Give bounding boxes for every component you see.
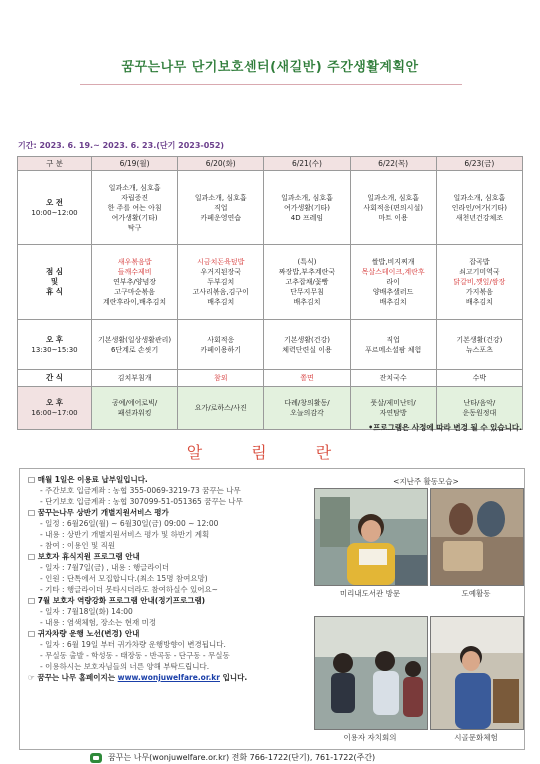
row-label-am <box>18 171 92 245</box>
notice-list <box>28 474 318 683</box>
homepage-prefix: ☞ 꿈꾸는 나무 홈페이지는 <box>28 673 116 682</box>
snack-cell-wed: 쫄면 <box>264 370 350 387</box>
cell-line: 들깨수제비 <box>117 268 152 276</box>
cell-line: 두부김치 <box>207 278 235 286</box>
cell-line: 카페이용하기 <box>200 345 242 354</box>
homepage-line <box>28 672 318 683</box>
cell-line: 자연탐방 <box>379 409 407 417</box>
footer-text: 꿈꾸는 나무(wonjuwelfare.or.kr) 전화 766-1722(단기), 761-1722(주간) <box>108 753 376 762</box>
notice-line: - 내용 : 염색체험, 장소는 현재 미정 <box>40 618 157 627</box>
pm2-cell-tue <box>178 387 264 430</box>
photo-rural-culture <box>430 616 524 730</box>
footer <box>90 752 375 763</box>
cell-line: 새우볶음밥 <box>117 258 152 266</box>
cell-line: 사회적응(편의시설) <box>363 203 423 212</box>
cell-line: 카페운영연습 <box>200 213 242 222</box>
cell-line: 연부추/양념장 <box>113 278 157 286</box>
cell-line: 새천년건강체조 <box>455 213 504 222</box>
cell-line: 풋살/제미난터/ <box>370 399 416 407</box>
notice-line: - 이용하시는 보호자님들의 너른 양해 부탁드립니다. <box>40 662 210 671</box>
cell-line: 일과소개, 심호흡 <box>281 193 333 202</box>
lunch-cell-mon <box>92 245 178 320</box>
lunch-cell-wed <box>264 245 350 320</box>
header-cell: 6/19(월) <box>92 157 178 171</box>
notice-line: - 무실동 출발 - 학성동 - 태장동 - 반곡동 - 단구동 - 무실동 <box>40 651 230 660</box>
cell-line: 오늘의감각 <box>290 409 324 417</box>
cell-line: 목살스테이크,계란후 <box>361 268 425 276</box>
cell-line: 일과소개, 심호흡 <box>367 193 420 202</box>
cell-line: 쇠고기미역국 <box>459 268 500 276</box>
notice-line: - 일정 : 6월26일(월) ~ 6월30일(금) 09:00 ~ 12:00 <box>40 519 219 528</box>
pm-cell-tue <box>178 320 264 370</box>
photo-meeting-image <box>315 617 427 729</box>
notice-head: □ 꿈꾸는나무 상반기 개별지원서비스 평가 <box>28 508 169 517</box>
pm-cell-wed <box>264 320 350 370</box>
title-divider <box>80 84 462 85</box>
notice-line: - 일자 : 7월18일(화) 14:00 <box>40 607 133 616</box>
photo-caption: 시골문화체험 <box>454 733 498 742</box>
cell-line: 기본생활(일상생활관리) <box>98 335 172 344</box>
gallery-title: <지난주 활동모습> <box>393 477 459 486</box>
label-time: 16:00~17:00 <box>31 409 78 417</box>
cell-line: 한 주를 여는 아침 <box>107 203 162 212</box>
cell-line: 직업 <box>386 335 400 344</box>
header-cell: 6/22(목) <box>350 157 436 171</box>
row-label-snack <box>18 370 92 387</box>
table-row-snack <box>18 370 523 387</box>
cell-line: 자립증진 <box>121 193 149 202</box>
cell-line: 뉴스포츠 <box>465 345 493 354</box>
cell-line: 배추김치 <box>293 298 321 306</box>
cell-line: 푸르메소셜팜 체험 <box>364 345 422 354</box>
lunch-cell-tue <box>178 245 264 320</box>
label-text: 간 식 <box>45 373 64 382</box>
header-cell: 구 분 <box>18 157 92 171</box>
photo-caption: 이용자 자치회의 <box>343 733 397 742</box>
cell-line: 계란후라이,배추김치 <box>103 298 167 306</box>
photo-pottery-image <box>431 489 523 585</box>
cell-line: 여가생활(기타) <box>283 203 330 212</box>
table-row-pm <box>18 320 523 370</box>
label-text: 오 전 <box>45 197 64 207</box>
am-cell-fri <box>436 171 522 245</box>
cell-line: 4D 프레임 <box>290 213 324 222</box>
photo-caption: 미리내도서관 방문 <box>339 589 401 598</box>
notice-head: □ 귀자차량 운행 노선(변경) 안내 <box>28 629 140 638</box>
cell-line: 일과소개, 심호흡 <box>453 193 506 202</box>
label-time: 10:00~12:00 <box>31 208 78 217</box>
cell-line: 양배추샐러드 <box>372 288 414 296</box>
logo-icon <box>90 753 102 763</box>
cell-line: 가지볶음 <box>465 288 493 296</box>
pm-cell-thu <box>350 320 436 370</box>
pm2-cell-wed <box>264 387 350 430</box>
snack-cell-mon: 김치부침개 <box>92 370 178 387</box>
homepage-link[interactable]: www.wonjuwelfare.or.kr <box>117 673 220 682</box>
document-title-wrap <box>92 56 448 75</box>
header-cell: 6/23(금) <box>436 157 522 171</box>
schedule-period: 기간: 2023. 6. 19.~ 2023. 6. 23.(단기 2023-052) <box>18 141 225 150</box>
notice-line: - 주간보호 입금계좌 : 농협 355-0069-3219-73 꿈꾸는 나무 <box>40 486 241 495</box>
pm-cell-mon <box>92 320 178 370</box>
photo-rural-culture-image <box>431 617 523 729</box>
cell-line: 직업 <box>214 203 228 212</box>
homepage-suffix: 입니다. <box>222 673 248 682</box>
cell-line: 배추김치 <box>465 298 493 306</box>
cell-line: 짜장밥,부추계란국 <box>278 268 336 276</box>
cell-line: 닭갈비,깻잎/쌈장 <box>453 278 506 286</box>
cell-line: 기본생활(건강) <box>456 335 503 344</box>
cell-line: 탁구 <box>127 223 142 232</box>
label-text: 휴 식 <box>45 287 64 296</box>
cell-line: 고추잡채/꽃빵 <box>285 278 329 286</box>
cell-line: 여가생활(기타) <box>111 213 158 222</box>
snack-cell-thu: 잔치국수 <box>350 370 436 387</box>
cell-line: 시금치돈육덮밥 <box>197 258 245 266</box>
header-cell: 6/21(수) <box>264 157 350 171</box>
photo-caption: 도예활동 <box>461 589 491 598</box>
snack-cell-fri: 수박 <box>436 370 522 387</box>
cell-line: 우거지된장국 <box>200 268 242 276</box>
label-text: 오 후 <box>45 398 64 407</box>
cell-line: 다례/창의활동/ <box>284 399 330 407</box>
cell-line: 쌀밥,비지찌개 <box>371 258 415 266</box>
notice-line: - 내용 : 상반기 개별지원서비스 평가 및 하반기 계획 <box>40 530 210 539</box>
schedule-change-note: •프로그램은 사정에 따라 변경 될 수 있습니다. <box>368 423 522 432</box>
cell-line: 일과소개, 심호흡 <box>194 193 247 202</box>
notice-line: - 일자 : 6월 19일 부터 귀가차량 운행방향이 변경됩니다. <box>40 640 226 649</box>
am-cell-tue <box>178 171 264 245</box>
photo-meeting <box>314 616 428 730</box>
label-time: 13:30~15:30 <box>31 345 78 354</box>
label-text: 점 심 <box>45 267 64 276</box>
label-text: 오 후 <box>45 334 64 344</box>
cell-line: 운동원정대 <box>462 409 497 417</box>
notice-title: 알 림 란 <box>186 443 354 462</box>
photo-library-visit <box>314 488 428 586</box>
cell-line: 고구마순볶음 <box>114 288 155 296</box>
notice-line: - 단기보호 입금계좌 : 농협 307099-51-051365 꿈꾸는 나무 <box>40 497 243 506</box>
notice-head: □ 보호자 휴식지원 프로그램 안내 <box>28 552 140 561</box>
photo-pottery <box>430 488 524 586</box>
label-text: 및 <box>50 277 59 286</box>
header-cell: 6/20(화) <box>178 157 264 171</box>
am-cell-mon <box>92 171 178 245</box>
lunch-cell-fri <box>436 245 522 320</box>
cell-line: 인라인/여가(기타) <box>451 203 507 212</box>
cell-line: 6단계로 손씻기 <box>110 345 159 354</box>
lunch-cell-thu <box>350 245 436 320</box>
row-label-lunch <box>18 245 92 320</box>
notice-line: - 일자 : 7월7일(금) , 내용 : 행글라이더 <box>40 563 170 572</box>
weekly-schedule-table <box>17 156 523 430</box>
notice-head: □ 매월 1일은 이용료 납부일입니다. <box>28 475 148 484</box>
am-cell-thu <box>350 171 436 245</box>
notice-line: - 참여 : 이용인 및 직원 <box>40 541 116 550</box>
pm-cell-fri <box>436 320 522 370</box>
cell-line: (특식) <box>297 258 317 266</box>
cell-line: 난타/음악/ <box>463 399 496 407</box>
pm2-cell-mon <box>92 387 178 430</box>
cell-line: 고사리볶음,김구이 <box>192 288 249 296</box>
cell-line: 단무지무침 <box>290 288 324 296</box>
cell-line: 잡곡밥 <box>469 258 490 266</box>
cell-line: 체력단련실 이용 <box>282 345 332 354</box>
row-label-pm <box>18 320 92 370</box>
photo-library-visit-image <box>315 489 427 585</box>
am-cell-wed <box>264 171 350 245</box>
cell-line: 마트 이용 <box>378 213 408 222</box>
table-header-row <box>18 157 523 171</box>
cell-line: 요가/로하스/사진 <box>194 404 247 412</box>
snack-cell-tue: 참외 <box>178 370 264 387</box>
cell-line: 패션과워킹 <box>117 409 152 417</box>
table-row-lunch <box>18 245 523 320</box>
cell-line: 기본생활(건강) <box>283 335 330 344</box>
cell-line: 라이 <box>386 278 400 286</box>
notice-head: □ 7월 보호자 역량강화 프로그램 안내(정기프로그램) <box>28 596 206 605</box>
document-title: 꿈꾸는나무 단기보호센터(새길반) 주간생활계획안 <box>121 60 419 75</box>
cell-line: 일과소개, 심호흡 <box>108 183 161 192</box>
cell-line: 사회적응 <box>207 335 235 344</box>
row-label-pm2 <box>18 387 92 430</box>
table-row-am <box>18 171 523 245</box>
cell-line: 공예/에어로빅/ <box>111 399 158 407</box>
cell-line: 배추김치 <box>207 298 235 306</box>
notice-line: - 기타 : 행글라이더 못타시더라도 참여하실수 있어요~ <box>40 585 218 594</box>
notice-line: - 인원 : 단톡에서 모집합니다.(최소 15명 참여요망) <box>40 574 208 583</box>
cell-line: 배추김치 <box>379 298 407 306</box>
